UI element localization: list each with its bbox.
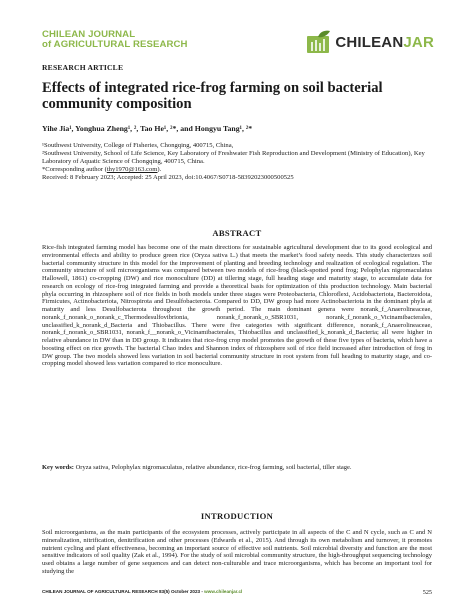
footer-citation: CHILEAN JOURNAL OF AGRICULTURAL RESEARCH 83(5) October 2023 - www.chileanjar.cl	[42, 589, 243, 594]
abstract-heading: ABSTRACT	[212, 228, 262, 238]
introduction-heading: INTRODUCTION	[200, 511, 274, 521]
affiliation-2: ²Southwest University, School of Life Science, Key Laboratory of Freshwater Fish Reproduction and Development (Ministry of Education), Key Laboratory of Aquatic Science of Chongqing, 400715, China.	[42, 150, 425, 165]
affiliation-1: ¹Southwest University, College of Fisheries, Chongqing, 400715, China,	[42, 142, 234, 149]
keywords	[42, 464, 432, 472]
introduction-text: Soil microorganisms, as the main participants of the ecosystem processes, actively participate in all aspects of the C and N cycle, such as C and N mineralization, nitrification, denitrification and other processes (Edwards et al., 2015). And through its own metabolism and turnover, it promotes nutrient cycling and plant effectiveness, becoming an important source of effective soil nutrients. Soil microbial diversity and function are the most sensitive indicators of soil quality (Zak et al., 1994). For the study of soil microbial community structure, the high-throughput sequencing technology used obtains a large number of gene sequences and can detect non-culturable and trace microorganisms, which has become an important tool for studying the	[42, 529, 432, 575]
leaf-sprout-icon	[306, 30, 332, 54]
keywords-text: Oryza sativa, Pelophylax nigromaculatus, relative abundance, rice-frog farming, soil bacterial, tiller stage.	[75, 464, 352, 471]
keywords-label: Key words:	[42, 464, 74, 471]
journal-name	[42, 30, 188, 51]
abstract-text: Rice-fish integrated farming model has become one of the main directions for sustainable agricultural development due to its good ecological and environmental effects and ability to produce green rice (Oryza sativa L.) that meets the market’s food safety needs. This study characterizes soil bacterial community structure in this model for the improvement of planting and breeding technology and realization of ecological regulation. The community structure of soil microorganisms was compared between two models of rice-frog (black-spotted pond frog; Pelophylax nigromaculatus Hallowell, 1861) co-cropping (DW) and rice monoculture (DD) at tillering stage, full heading stage and maturity stage, to accumulate data for research on ecology of rice-frog integrated farming and provide a theoretical basis for optimization of this production technology. Main bacterial phyla occurring in rhizosphere soil of rice fields in both models under three stages were Proteobacteria, Chloroflexi, Acidobacteriota, Bacteroidota, Firmicutes, Actinobacteriota, Nitrospirota and Desulfobacterota. Compared to DD, DW group had more Actinobacteriota in the dominant phyla at maturity and less Desulfobacterota throughout the growth period. The main dominant genera were norank_f_Anaerolineaceae, norank_f_norank_o_norank_c_Thermodesulfovibrionia, norank_f_norank_o_SBR1031, norank_f_norank_o_Vicinamibacterales, unclassified_k_norank_d_Bacteria and Thiobacillus. There were five categories with significant difference, norank_f_Anaerolineaceae, norank_f_norank_o_SBR1031, norank_f__norank_o_Vicinamibacterales, Thiobacillus and unclassified_k_norank_d_Bacteria; all were higher in relative abundance in DW than in DD group. It indicates that rice-frog crop model promotes the growth of these five types of bacteria, which have a boosting effect on rice growth. The bacterial Chao index and Shannon index of rhizosphere soil of rice field increased after introduction of frog in DW group. The two models showed less variation in soil bacterial community structure in root system from full heading to maturity stage, and co-cropping model showed less variation compared to rice monoculture.	[42, 244, 432, 368]
journal-name-line2: of AGRICULTURAL RESEARCH	[42, 39, 188, 51]
journal-brand: CHILEANJAR	[335, 33, 434, 51]
corresponding-author: *Corresponding author (thy1970@163.com).	[42, 166, 162, 173]
affiliations	[42, 142, 434, 182]
page-number: 525	[422, 589, 432, 596]
article-title: Effects of integrated rice-frog farming on soil bacterial community composition	[42, 80, 383, 113]
article-dates: Received: 8 February 2023; Accepted: 25 April 2023, doi:10.4067/S0718-58392023000500525	[42, 174, 294, 181]
author-list: Yihe Jia¹, Yonghua Zheng¹, ², Tao He¹, ²*, and Hongyu Tang¹, ²*	[42, 124, 253, 133]
article-type: RESEARCH ARTICLE	[42, 63, 124, 72]
corresponding-email-link[interactable]: thy1970@163.com	[106, 166, 158, 173]
page-footer	[42, 589, 432, 596]
journal-name-line1: CHILEAN JOURNAL	[42, 29, 136, 40]
journal-logo	[306, 30, 434, 54]
journal-url-link[interactable]: www.chileanjar.cl	[204, 589, 243, 594]
